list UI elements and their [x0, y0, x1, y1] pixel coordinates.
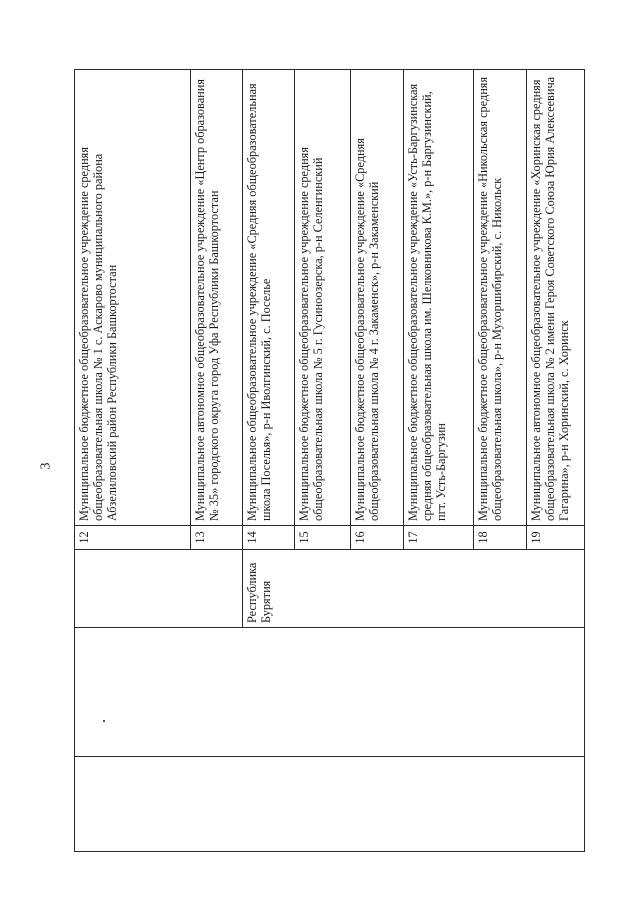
school-name: Муниципальное бюджетное общеобразовательное учреждение «Средняя общеобразовательная школа № 4 г. Закаменск», р-н Закаменский	[351, 70, 404, 526]
blank-column-2	[75, 628, 585, 757]
schools-table	[74, 69, 585, 852]
region-label: Республика Бурятия	[243, 550, 585, 628]
page-number: 3	[38, 462, 54, 470]
row-number: 14	[243, 526, 295, 550]
school-name: Муниципальное бюджетное общеобразовательное учреждение средняя общеобразовательная школа № 1 с. Аскарово муниципального района Абзелиловский район Республики Башкортостан	[75, 70, 191, 526]
school-name: Муниципальное бюджетное общеобразовательное учреждение средняя общеобразовательная школа № 5 г. Гусиноозерска, р-н Селенгинский	[295, 70, 351, 526]
school-name: Муниципальное автономное общеобразовательное учреждение «Центр образования № 35» городского округа город Уфа Республики Башкортостан	[191, 70, 243, 526]
table-container	[74, 70, 584, 852]
row-number: 19	[527, 526, 585, 550]
row-number: 17	[404, 526, 474, 550]
region-cell-empty	[75, 550, 243, 628]
rotated-sheet	[74, 70, 584, 852]
table-row	[75, 70, 191, 852]
school-name: Муниципальное бюджетное общеобразовательное учреждение «Усть-Баргузинская средняя общеобразовательная школа им. Шелковникова К.М.», р-н Баргузинский, пгт. Усть-Баргузин	[404, 70, 474, 526]
row-number: 18	[474, 526, 527, 550]
row-number: 15	[295, 526, 351, 550]
stray-mark	[103, 720, 105, 722]
blank-column-1	[75, 757, 585, 852]
row-number: 16	[351, 526, 404, 550]
school-name: Муниципальное общеобразовательное учреждение «Средняя общеобразовательная школа Поселья», р-н Иволгинский, с. Поселье	[243, 70, 295, 526]
school-name: Муниципальное автономное общеобразовательное учреждение «Хоринская средняя общеобразовательная школа № 2 имени Героя Советского Союза Юрия Алексеевича Гагарина», р-н Хоринский, с. Хоринск	[527, 70, 585, 526]
school-name: Муниципальное бюджетное общеобразовательное учреждение «Никольская средняя общеобразовательная школа», р-н Мухоршибирский, с. Никольск	[474, 70, 527, 526]
row-number: 13	[191, 526, 243, 550]
row-number: 12	[75, 526, 191, 550]
